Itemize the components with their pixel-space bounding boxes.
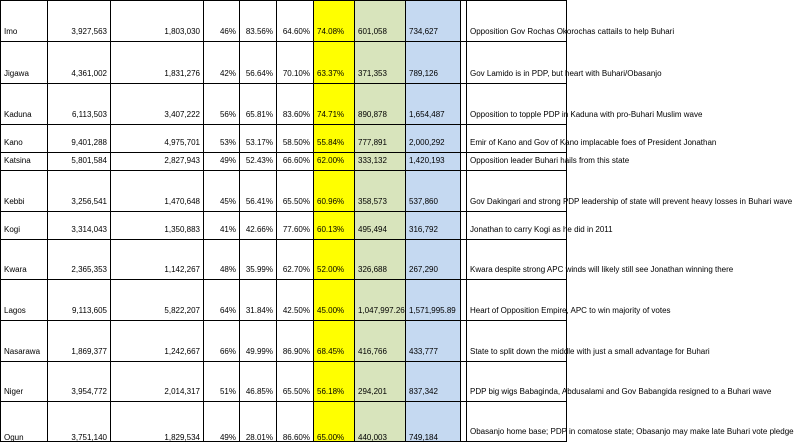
average-percent-cell: 55.84%	[314, 125, 355, 153]
average-percent-cell: 60.13%	[314, 212, 355, 240]
registered-share-cell: 56%	[204, 84, 240, 125]
percent-a-cell: 56.64%	[240, 42, 277, 84]
votes-b-cell: 734,627	[406, 1, 461, 42]
percent-a-cell: 53.17%	[240, 125, 277, 153]
average-percent-cell: 45.00%	[314, 280, 355, 321]
registered-share-text: 49%	[219, 433, 236, 442]
registered-voters-cell: 1,350,883	[111, 212, 204, 240]
percent-a-cell: 49.99%	[240, 321, 277, 362]
average-percent-cell: 63.37%	[314, 42, 355, 84]
registered-share-cell	[204, 402, 240, 442]
registered-voters-cell: 1,242,667	[111, 321, 204, 362]
table-row	[1, 321, 567, 362]
table-row	[1, 362, 567, 402]
state-cell: Katsina	[1, 153, 48, 171]
percent-b-cell: 64.60%	[277, 1, 314, 42]
votes-a-cell: 495,494	[355, 212, 406, 240]
average-percent-cell: 60.96%	[314, 171, 355, 212]
votes-a-cell: 294,201	[355, 362, 406, 402]
population-cell: 3,954,772	[48, 362, 111, 402]
comment-cell: Obasanjo home base; PDP in comatose state; Obasanjo may make late Buhari vote pledge	[467, 402, 567, 442]
registered-voters-cell: 1,470,648	[111, 171, 204, 212]
votes-a-cell: 890,878	[355, 84, 406, 125]
percent-b-cell: 66.60%	[277, 153, 314, 171]
registered-voters-cell: 1,803,030	[111, 1, 204, 42]
registered-share-cell: 48%	[204, 240, 240, 280]
state-cell: Imo	[1, 1, 48, 42]
population-cell: 3,314,043	[48, 212, 111, 240]
table-row	[1, 171, 567, 212]
table-row	[1, 280, 567, 321]
table-row	[1, 1, 567, 42]
votes-a-cell: 777,891	[355, 125, 406, 153]
population-cell: 2,365,353	[48, 240, 111, 280]
state-cell: Jigawa	[1, 42, 48, 84]
population-cell: 5,801,584	[48, 153, 111, 171]
registered-share-cell: 66%	[204, 321, 240, 362]
votes-a-cell: 416,766	[355, 321, 406, 362]
state-cell: Kogi	[1, 212, 48, 240]
registered-share-cell: 64%	[204, 280, 240, 321]
votes-a-cell: 333,132	[355, 153, 406, 171]
state-cell: Kaduna	[1, 84, 48, 125]
registered-share-cell: 51%	[204, 362, 240, 402]
percent-a-cell: 42.66%	[240, 212, 277, 240]
comment-cell: Jonathan to carry Kogi as he did in 2011	[467, 212, 567, 240]
votes-b-text: 749,184	[409, 433, 438, 442]
votes-a-cell	[355, 402, 406, 442]
votes-a-cell: 1,047,997.26	[355, 280, 406, 321]
percent-b-cell	[277, 402, 314, 442]
votes-b-cell: 2,000,292	[406, 125, 461, 153]
percent-b-cell: 77.60%	[277, 212, 314, 240]
average-percent-cell: 62.00%	[314, 153, 355, 171]
average-percent-cell	[314, 402, 355, 442]
votes-b-cell: 267,290	[406, 240, 461, 280]
average-percent-cell: 56.18%	[314, 362, 355, 402]
comment-cell: Opposition to topple PDP in Kaduna with pro-Buhari Muslim wave	[467, 84, 567, 125]
average-percent-cell: 52.00%	[314, 240, 355, 280]
percent-a-cell: 52.43%	[240, 153, 277, 171]
comment-cell: Gov Lamido is in PDP, but heart with Buhari/Obasanjo	[467, 42, 567, 84]
average-percent-cell: 68.45%	[314, 321, 355, 362]
percent-b-text: 86.60%	[282, 433, 310, 442]
state-cell: Kano	[1, 125, 48, 153]
table-row	[1, 240, 567, 280]
registered-voters-cell	[111, 402, 204, 442]
registered-voters-cell: 4,975,701	[111, 125, 204, 153]
state-cell: Kebbi	[1, 171, 48, 212]
registered-voters-cell: 3,407,222	[111, 84, 204, 125]
comment-cell: PDP big wigs Babaginda, Abdusalami and Gov Babangida resigned to a Buhari wave	[467, 362, 567, 402]
registered-voters-cell: 2,014,317	[111, 362, 204, 402]
state-cell: Lagos	[1, 280, 48, 321]
comment-cell: Kwara despite strong APC winds will likely still see Jonathan winning there	[467, 240, 567, 280]
population-text: 3,751,140	[71, 433, 107, 442]
state-cell: Niger	[1, 362, 48, 402]
registered-share-cell: 49%	[204, 153, 240, 171]
votes-a-cell: 358,573	[355, 171, 406, 212]
votes-a-text: 440,003	[358, 433, 387, 442]
table-row	[1, 153, 567, 171]
percent-a-cell: 83.56%	[240, 1, 277, 42]
comment-cell: Opposition Gov Rochas Okorochas cattails to help Buhari	[467, 1, 567, 42]
percent-b-cell: 65.50%	[277, 362, 314, 402]
comment-cell: State to split down the middle with just a small advantage for Buhari	[467, 321, 567, 362]
votes-b-cell: 1,571,995.89	[406, 280, 461, 321]
population-cell	[48, 402, 111, 442]
registered-share-cell: 42%	[204, 42, 240, 84]
registered-voters-cell: 1,831,276	[111, 42, 204, 84]
votes-b-cell: 1,654,487	[406, 84, 461, 125]
votes-b-cell	[406, 402, 461, 442]
average-percent-text: 65.00%	[317, 433, 345, 442]
table-row	[1, 212, 567, 240]
registered-voters-cell: 2,827,943	[111, 153, 204, 171]
percent-a-cell: 46.85%	[240, 362, 277, 402]
percent-b-cell: 86.90%	[277, 321, 314, 362]
table-row	[1, 402, 567, 442]
table-row	[1, 42, 567, 84]
votes-b-cell: 316,792	[406, 212, 461, 240]
comment-cell: Heart of Opposition Empire, APC to win majority of votes	[467, 280, 567, 321]
percent-a-cell: 31.84%	[240, 280, 277, 321]
percent-b-cell: 62.70%	[277, 240, 314, 280]
state-cell: Kwara	[1, 240, 48, 280]
votes-b-cell: 837,342	[406, 362, 461, 402]
average-percent-cell: 74.71%	[314, 84, 355, 125]
average-percent-cell: 74.08%	[314, 1, 355, 42]
state-cell: Nasarawa	[1, 321, 48, 362]
percent-a-text: 28.01%	[245, 433, 273, 442]
table-row	[1, 125, 567, 153]
registered-share-cell: 45%	[204, 171, 240, 212]
population-cell: 3,927,563	[48, 1, 111, 42]
population-cell: 4,361,002	[48, 42, 111, 84]
votes-b-cell: 1,420,193	[406, 153, 461, 171]
votes-b-cell: 789,126	[406, 42, 461, 84]
comment-cell: Gov Dakingari and strong PDP leadership of state will prevent heavy losses in Buhari wave	[467, 171, 567, 212]
population-cell: 6,113,503	[48, 84, 111, 125]
population-cell: 1,869,377	[48, 321, 111, 362]
percent-b-cell: 65.50%	[277, 171, 314, 212]
registered-share-cell: 46%	[204, 1, 240, 42]
percent-a-cell	[240, 402, 277, 442]
registered-voters-cell: 1,142,267	[111, 240, 204, 280]
table-row	[1, 84, 567, 125]
votes-a-cell: 601,058	[355, 1, 406, 42]
votes-b-cell: 433,777	[406, 321, 461, 362]
percent-b-cell: 70.10%	[277, 42, 314, 84]
comment-cell: Emir of Kano and Gov of Kano implacable foes of President Jonathan	[467, 125, 567, 153]
percent-a-cell: 56.41%	[240, 171, 277, 212]
votes-a-cell: 371,353	[355, 42, 406, 84]
population-cell: 3,256,541	[48, 171, 111, 212]
population-cell: 9,113,605	[48, 280, 111, 321]
registered-share-cell: 41%	[204, 212, 240, 240]
registered-voters-cell: 5,822,207	[111, 280, 204, 321]
state-text: Ogun	[4, 433, 24, 442]
comment-cell: Opposition leader Buhari hails from this state	[467, 153, 567, 171]
percent-b-cell: 58.50%	[277, 125, 314, 153]
state-cell	[1, 402, 48, 442]
percent-a-cell: 65.81%	[240, 84, 277, 125]
registered-share-cell: 53%	[204, 125, 240, 153]
percent-b-cell: 83.60%	[277, 84, 314, 125]
votes-b-cell: 537,860	[406, 171, 461, 212]
population-cell: 9,401,288	[48, 125, 111, 153]
percent-a-cell: 35.99%	[240, 240, 277, 280]
registered-voters-text: 1,829,534	[164, 433, 200, 442]
percent-b-cell: 42.50%	[277, 280, 314, 321]
votes-a-cell: 326,688	[355, 240, 406, 280]
